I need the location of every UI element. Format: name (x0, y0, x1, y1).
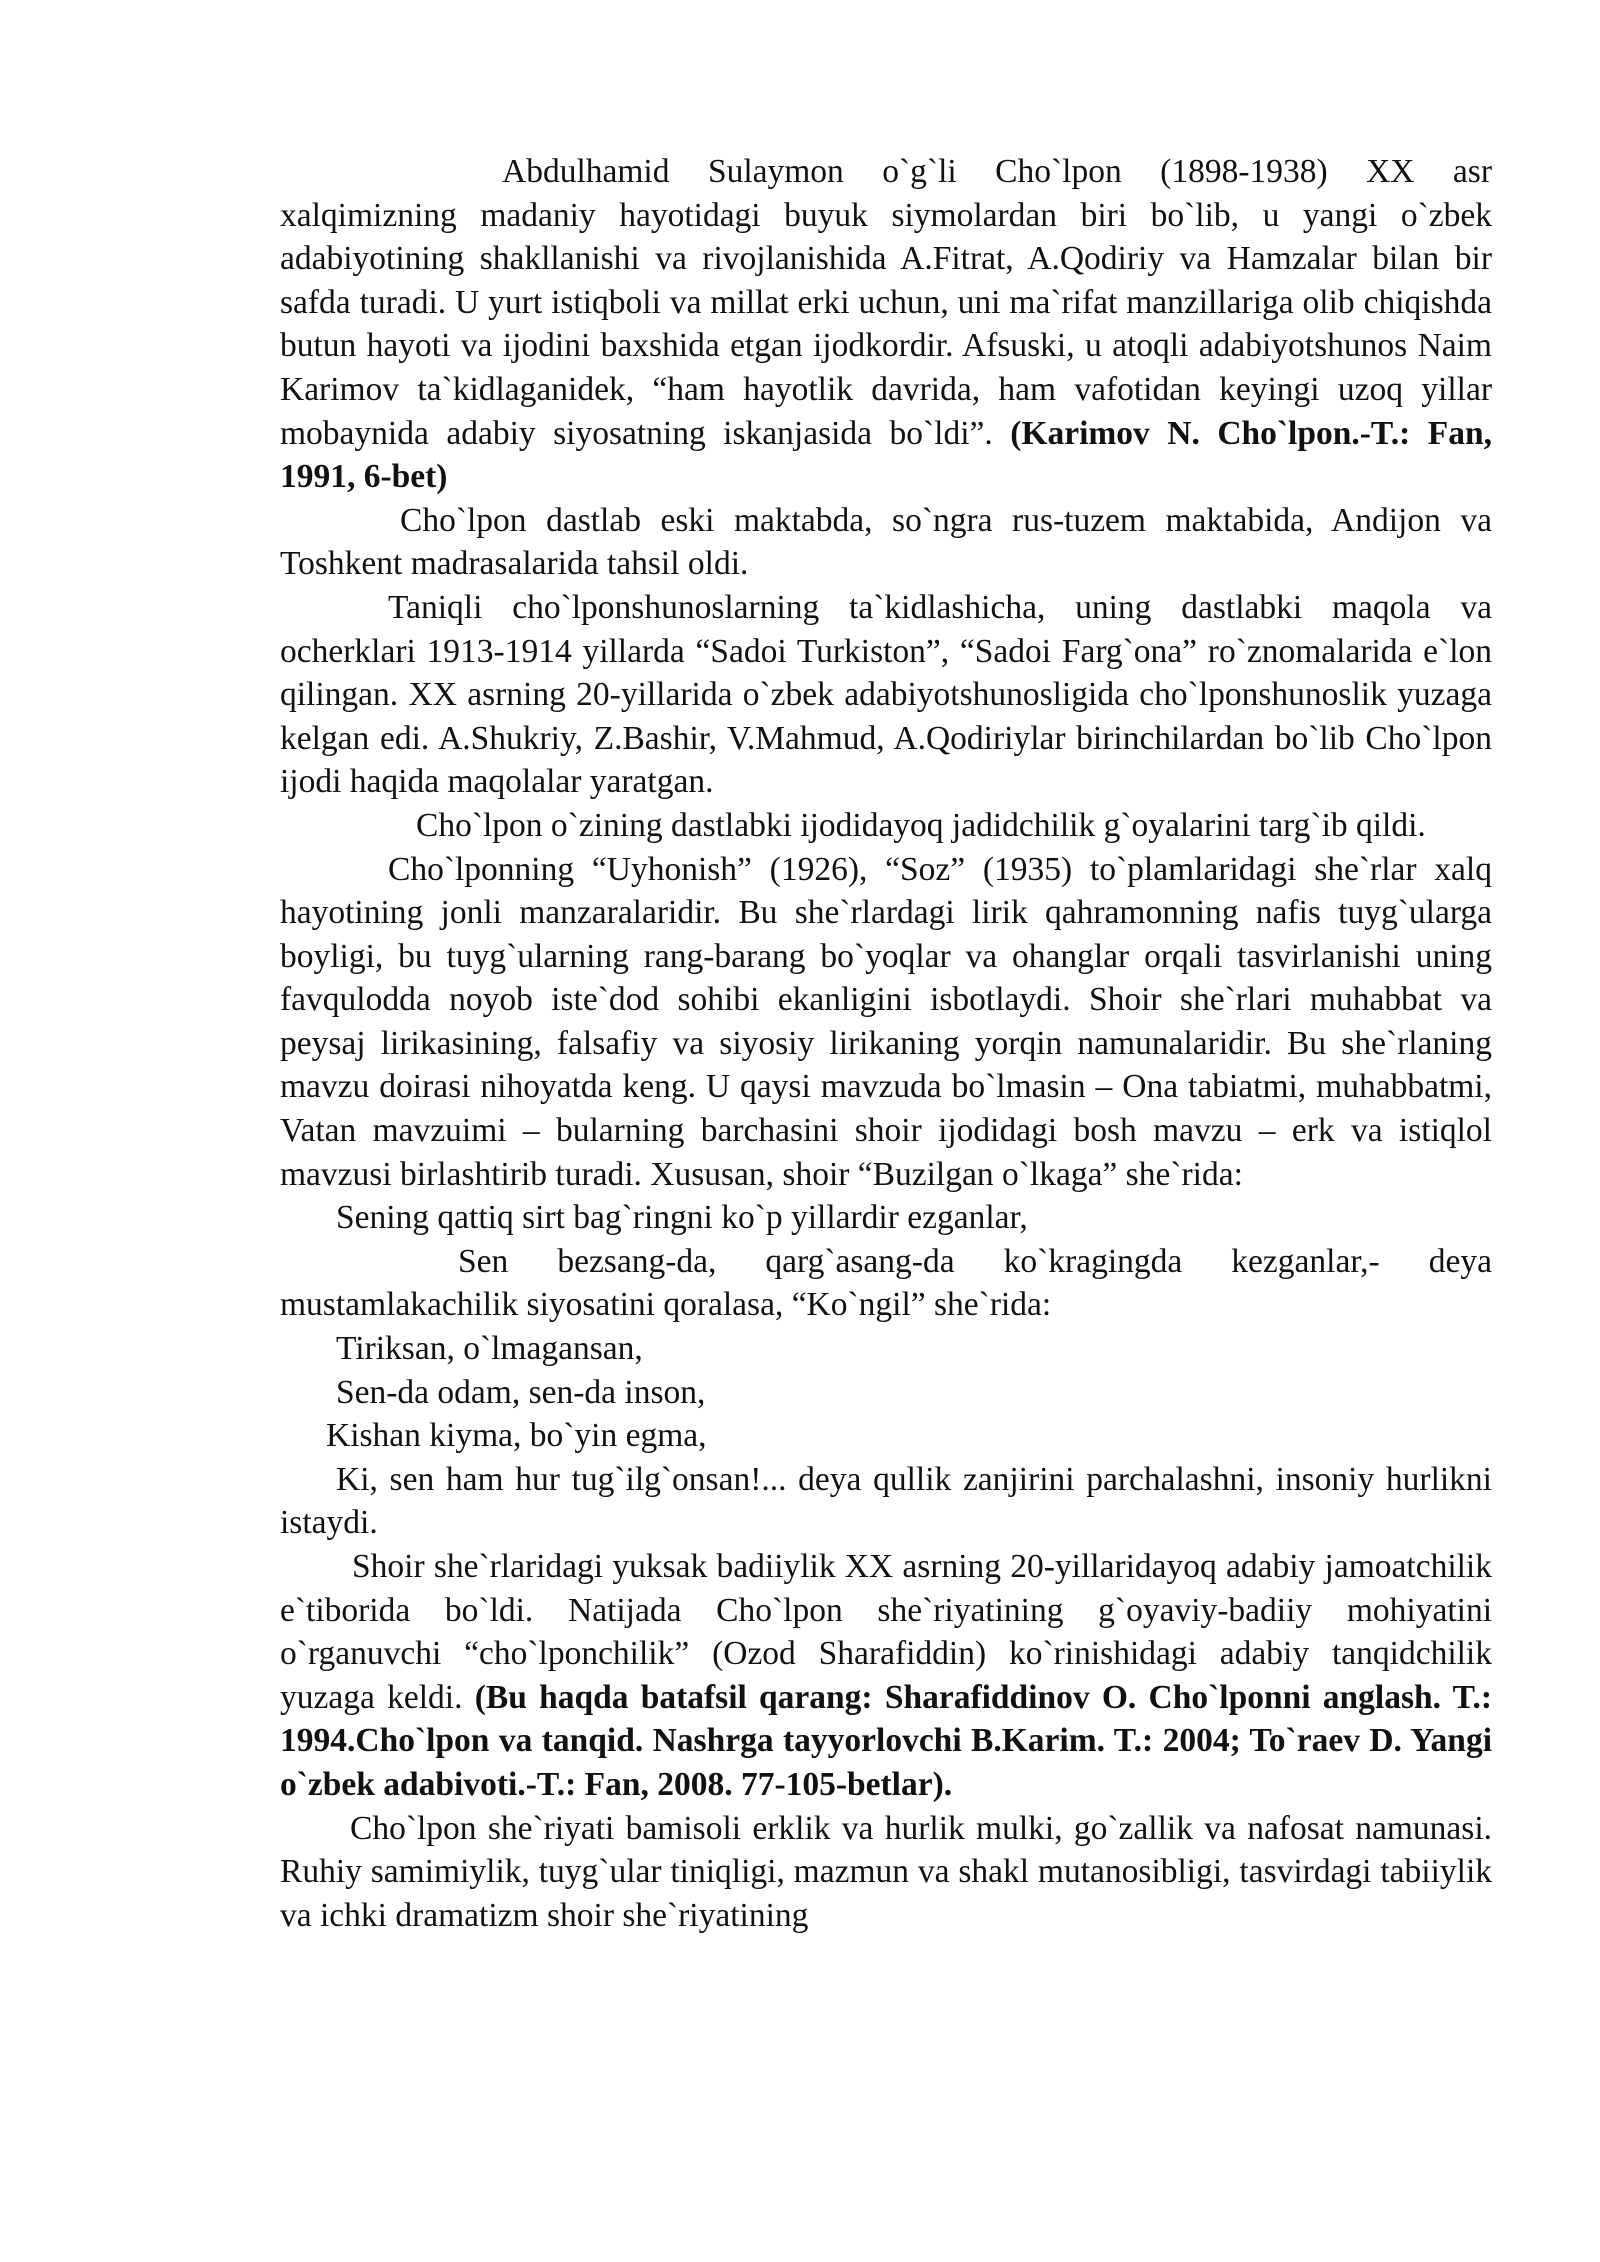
poem-line: Sening qattiq sirt bag`ringni ko`p yillardir ezganlar, (336, 1199, 1028, 1237)
paragraph-poetry-qualities: Cho`lpon she`riyati bamisoli erklik va hurlik mulki, go`zallik va nafosat namunasi. Ruhiy samimiylik, tuyg`ular tiniqligi, mazmun va shakl mutanosibligi, tasvirdagi tabiiylik va ichki dramatizm shoir she`riyatining (280, 1809, 1492, 1934)
poem-line: Kishan kiyma, bo`yin egma, (326, 1417, 707, 1455)
paragraph-text: Abdulhamid Sulaymon o`g`li Cho`lpon (1898-1938) XX asr xalqimizning madaniy hayotidagi buyuk siymolardan biri bo`lib, u yangi o`zbek adabiyotining shakllanishi va rivojlanishida A.Fitrat, A.Qodiriy va Hamzalar bilan bir safda turadi. U yurt istiqboli va millat erki uchun, uni ma`rifat manzillariga olib chiqishda butun hayoti va ijodini baxshida etgan ijodkordir. Afsuski, u atoqli adabiyotshunos Naim Karimov ta`kidlaganidek, “ham hayotlik davrida, ham vafotidan keyingi uzoq yillar mobaynida adabiy siyosatning iskanjasida bo`ldi”. (280, 153, 1492, 452)
citation-bold: (Bu haqda batafsil qarang: Sharafiddinov O. Cho`lponni anglash. T.: 1994.Cho`lpon va tanqid. Nashrga tayyorlovchi B.Karim. T.: 2004; To`raev D. Yangi o`zbek adabivoti.-T.: Fan, 2008. 77-105-betlar). (280, 1678, 1493, 1803)
paragraph-criticism (280, 1545, 1492, 1807)
paragraph-early-articles: Taniqli cho`lponshunoslarning ta`kidlashicha, uning dastlabki maqola va ocherklari 1913-1914 yillarda “Sadoi Turkiston”, “Sadoi Farg`ona” ro`znomalarida e`lon qilingan. XX asrning 20-yillarida o`zbek adabiyotshunosligida cho`lponshunoslik yuzaga kelgan edi. A.Shukriy, Z.Bashir, V.Mahmud, A.Qodiriylar birinchilardan bo`lib Cho`lpon ijodi haqida maqolalar yaratgan. (280, 588, 1492, 801)
paragraph-jadid-ideas: Cho`lpon o`zining dastlabki ijodidayoq jadidchilik g`oyalarini targ`ib qildi. (416, 806, 1426, 844)
paragraph-education: Cho`lpon dastlab eski maktabda, so`ngra rus-tuzem maktabida, Andijon va Toshkent madrasalarida tahsil oldi. (280, 501, 1492, 583)
poem-line-with-commentary: Sen bezsang-da, qarg`asang-da ko`kragingda kezganlar,- deya mustamlakachilik siyosatini qoralasa, “Ko`ngil” she`rida: (280, 1242, 1492, 1324)
document-page (280, 150, 1492, 1937)
paragraph-intro (280, 150, 1492, 499)
paragraph-text: Shoir she`rlaridagi yuksak badiiylik XX asrning 20-yillaridayoq adabiy jamoatchilik e`tiborida bo`ldi. Natijada Cho`lpon she`riyatining g`oyaviy-badiiy mohiyatini o`rganuvchi “cho`lponchilik” (Ozod Sharafiddin) ko`rinishidagi adabiy tanqidchilik yuzaga keldi. (280, 1548, 1492, 1716)
citation-bold: (Karimov N. Cho`lpon.-T.: Fan, 1991, 6-bet) (280, 414, 1492, 496)
paragraph-collections: Cho`lponning “Uyhonish” (1926), “Soz” (1935) to`plamlaridagi she`rlar xalq hayotining jonli manzaralaridir. Bu she`rlardagi lirik qahramonning nafis tuyg`ularga boyligi, bu tuyg`ularning rang-barang bo`yoqlar va ohanglar orqali tasvirlanishi uning favqulodda noyob iste`dod sohibi ekanligini isbotlaydi. Shoir she`rlari muhabbat va peysaj lirikasining, falsafiy va siyosiy lirikaning yorqin namunalaridir. Bu she`rlaning mavzu doirasi nihoyatda keng. U qaysi mavzuda bo`lmasin – Ona tabiatmi, muhabbatmi, Vatan mavzuimi – bularning barchasini shoir ijodidagi bosh mavzu – erk va istiqlol mavzusi birlashtirib turadi. Xususan, shoir “Buzilgan o`lkaga” she`rida: (280, 850, 1492, 1193)
poem-line: Tiriksan, o`lmagansan, (336, 1330, 643, 1368)
poem-line-with-commentary: Ki, sen ham hur tug`ilg`onsan!... deya qullik zanjirini parchalashni, insoniy hurlikni istaydi. (280, 1460, 1492, 1542)
poem-line: Sen-da odam, sen-da inson, (336, 1373, 706, 1411)
